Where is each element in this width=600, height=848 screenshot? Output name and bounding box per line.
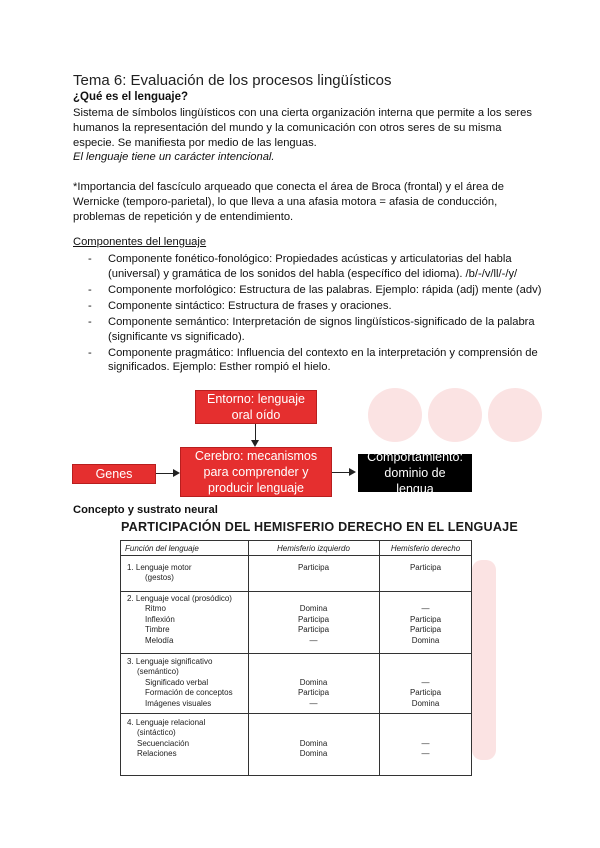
- bullet-dash: -: [88, 253, 92, 265]
- cell-function: (semántico): [137, 667, 179, 677]
- cell-value: —: [421, 604, 430, 614]
- cell-value: [248, 728, 379, 738]
- list-item: [88, 252, 548, 282]
- cell-function: (sintáctico): [137, 728, 176, 738]
- header-right-hemisphere: Hemisferio derecho: [390, 544, 461, 553]
- cell-function: 2. Lenguaje vocal (prosódico): [127, 594, 232, 603]
- cell-function: Imágenes visuales: [145, 698, 212, 708]
- table-divider: [121, 591, 471, 592]
- component-text: Componente morfológico: Estructura de las palabras. Ejemplo: rápida (adj) mente (adv): [108, 283, 542, 296]
- cell-value: [248, 657, 379, 667]
- cell-value: [379, 667, 472, 677]
- table-divider: [121, 653, 471, 654]
- table-divider: [121, 713, 471, 714]
- cell-value: [248, 667, 379, 677]
- definition-paragraph: Sistema de símbolos lingüísticos con una cierta organización interna que permite a los seres humanos la representación del mundo y la comunicación con otros seres de su misma especie. Se manifiesta por medio de las lenguas.: [73, 107, 532, 149]
- cell-value: Domina: [411, 698, 440, 708]
- list-item: [88, 283, 548, 298]
- watermark-block: [472, 560, 496, 760]
- cell-right: [379, 718, 472, 760]
- bullet-dash: -: [88, 283, 92, 296]
- cell-value: Participa: [409, 688, 442, 698]
- cell-function: 1. Lenguaje motor: [127, 563, 192, 572]
- table-row: [127, 563, 192, 584]
- cell-right: [379, 594, 472, 646]
- entorno-box: Entorno: lenguaje oral oído: [195, 390, 317, 424]
- page-title: Tema 6: Evaluación de los procesos lingüísticos: [73, 72, 392, 89]
- genes-box: Genes: [72, 464, 156, 484]
- cell-value: Domina: [299, 604, 328, 614]
- component-text: Componente pragmático: Influencia del contexto en la interpretación y comprensión de significados. Ejemplo: Esther rompió el hielo.: [108, 346, 538, 374]
- cell-function: Timbre: [145, 625, 170, 635]
- cell-function: Inflexión: [145, 614, 175, 624]
- hemisphere-table: [120, 540, 472, 776]
- cell-value: Participa: [409, 625, 442, 635]
- cell-value: Domina: [299, 677, 328, 687]
- cell-left: [248, 657, 379, 709]
- list-item: [88, 299, 548, 314]
- cell-function: Melodía: [145, 635, 174, 645]
- cell-value: Participa: [297, 563, 330, 572]
- cell-value: [379, 728, 472, 738]
- bullet-dash: -: [88, 315, 92, 328]
- intentional-note: El lenguaje tiene un carácter intencional.: [73, 151, 275, 163]
- component-text: Componente fonético-fonológico: Propiedades acústicas y articulatorias del habla (universal) y gramática de los sonidos del habla (específico del idioma). /b/-/v/ll/-/y/: [108, 253, 518, 280]
- table-row: [127, 657, 233, 709]
- cell-value: Domina: [299, 738, 328, 748]
- cell-value: Participa: [409, 614, 442, 624]
- figure-title: PARTICIPACIÓN DEL HEMISFERIO DERECHO EN EL LENGUAJE: [121, 520, 518, 534]
- cell-value: Participa: [297, 688, 330, 698]
- neural-heading: Concepto y sustrato neural: [73, 504, 218, 516]
- cell-value: Participa: [409, 563, 442, 572]
- cell-value: Domina: [299, 749, 328, 759]
- cell-value: Participa: [297, 625, 330, 635]
- arrow-right-line: [332, 472, 350, 473]
- watermark-circle: [428, 388, 482, 442]
- bullet-dash: -: [88, 346, 92, 359]
- cell-right: [379, 563, 472, 573]
- list-item: [88, 346, 548, 376]
- question-heading: ¿Qué es el lenguaje?: [73, 91, 189, 103]
- cell-value: —: [421, 677, 430, 687]
- table-row: [127, 718, 205, 760]
- cell-value: —: [309, 698, 318, 708]
- component-text: Componente semántico: Interpretación de signos lingüísticos-significado de la palabra (significante vs significado).: [108, 315, 535, 343]
- comportamiento-box: Comportamiento: dominio de lengua: [358, 454, 472, 492]
- arrow-down-head: [251, 440, 259, 447]
- cell-value: Domina: [411, 635, 440, 645]
- cell-left: [248, 718, 379, 760]
- cell-value: Participa: [297, 614, 330, 624]
- header-function: Función del lenguaje: [125, 544, 199, 553]
- components-list: [88, 252, 548, 376]
- importance-paragraph: *Importancia del fascículo arqueado que conecta el área de Broca (frontal) y el área de Wernicke (temporo-parietal), lo que lleva a una afasia motora = afasia de conducción, problemas de repetición y de entendimiento.: [73, 181, 504, 223]
- arrow-right-line: [156, 473, 174, 474]
- cell-value: —: [421, 749, 430, 759]
- arrow-down-line: [255, 424, 256, 440]
- cell-left: [248, 563, 379, 573]
- component-text: Componente sintáctico: Estructura de frases y oraciones.: [108, 299, 392, 312]
- cell-value: —: [309, 635, 318, 645]
- cell-function: Secuenciación: [137, 738, 190, 748]
- watermark-circle: [368, 388, 422, 442]
- cell-function: Formación de conceptos: [145, 688, 233, 698]
- cell-value: [248, 594, 379, 604]
- cell-value: [379, 594, 472, 604]
- cell-value: [379, 657, 472, 667]
- cell-function: Ritmo: [145, 604, 166, 614]
- bullet-dash: -: [88, 299, 92, 312]
- header-left-hemisphere: Hemisferio izquierdo: [277, 544, 350, 553]
- watermark-circle: [488, 388, 542, 442]
- cell-function: Significado verbal: [145, 677, 209, 687]
- cell-function: 3. Lenguaje significativo: [127, 657, 213, 666]
- cell-function: Relaciones: [137, 749, 177, 759]
- arrow-right-head: [173, 469, 180, 477]
- cerebro-box: Cerebro: mecanismos para comprender y producir lenguaje: [180, 447, 332, 497]
- cell-value: —: [421, 738, 430, 748]
- table-row: [127, 594, 232, 646]
- table-divider: [121, 555, 471, 556]
- list-item: [88, 315, 548, 345]
- arrow-right-head: [349, 468, 356, 476]
- cell-function: 4. Lenguaje relacional: [127, 718, 206, 727]
- cell-left: [248, 594, 379, 646]
- cell-value: [379, 718, 472, 728]
- components-heading: Componentes del lenguaje: [73, 236, 207, 248]
- cell-right: [379, 657, 472, 709]
- cell-function: (gestos): [145, 573, 174, 583]
- cell-value: [248, 718, 379, 728]
